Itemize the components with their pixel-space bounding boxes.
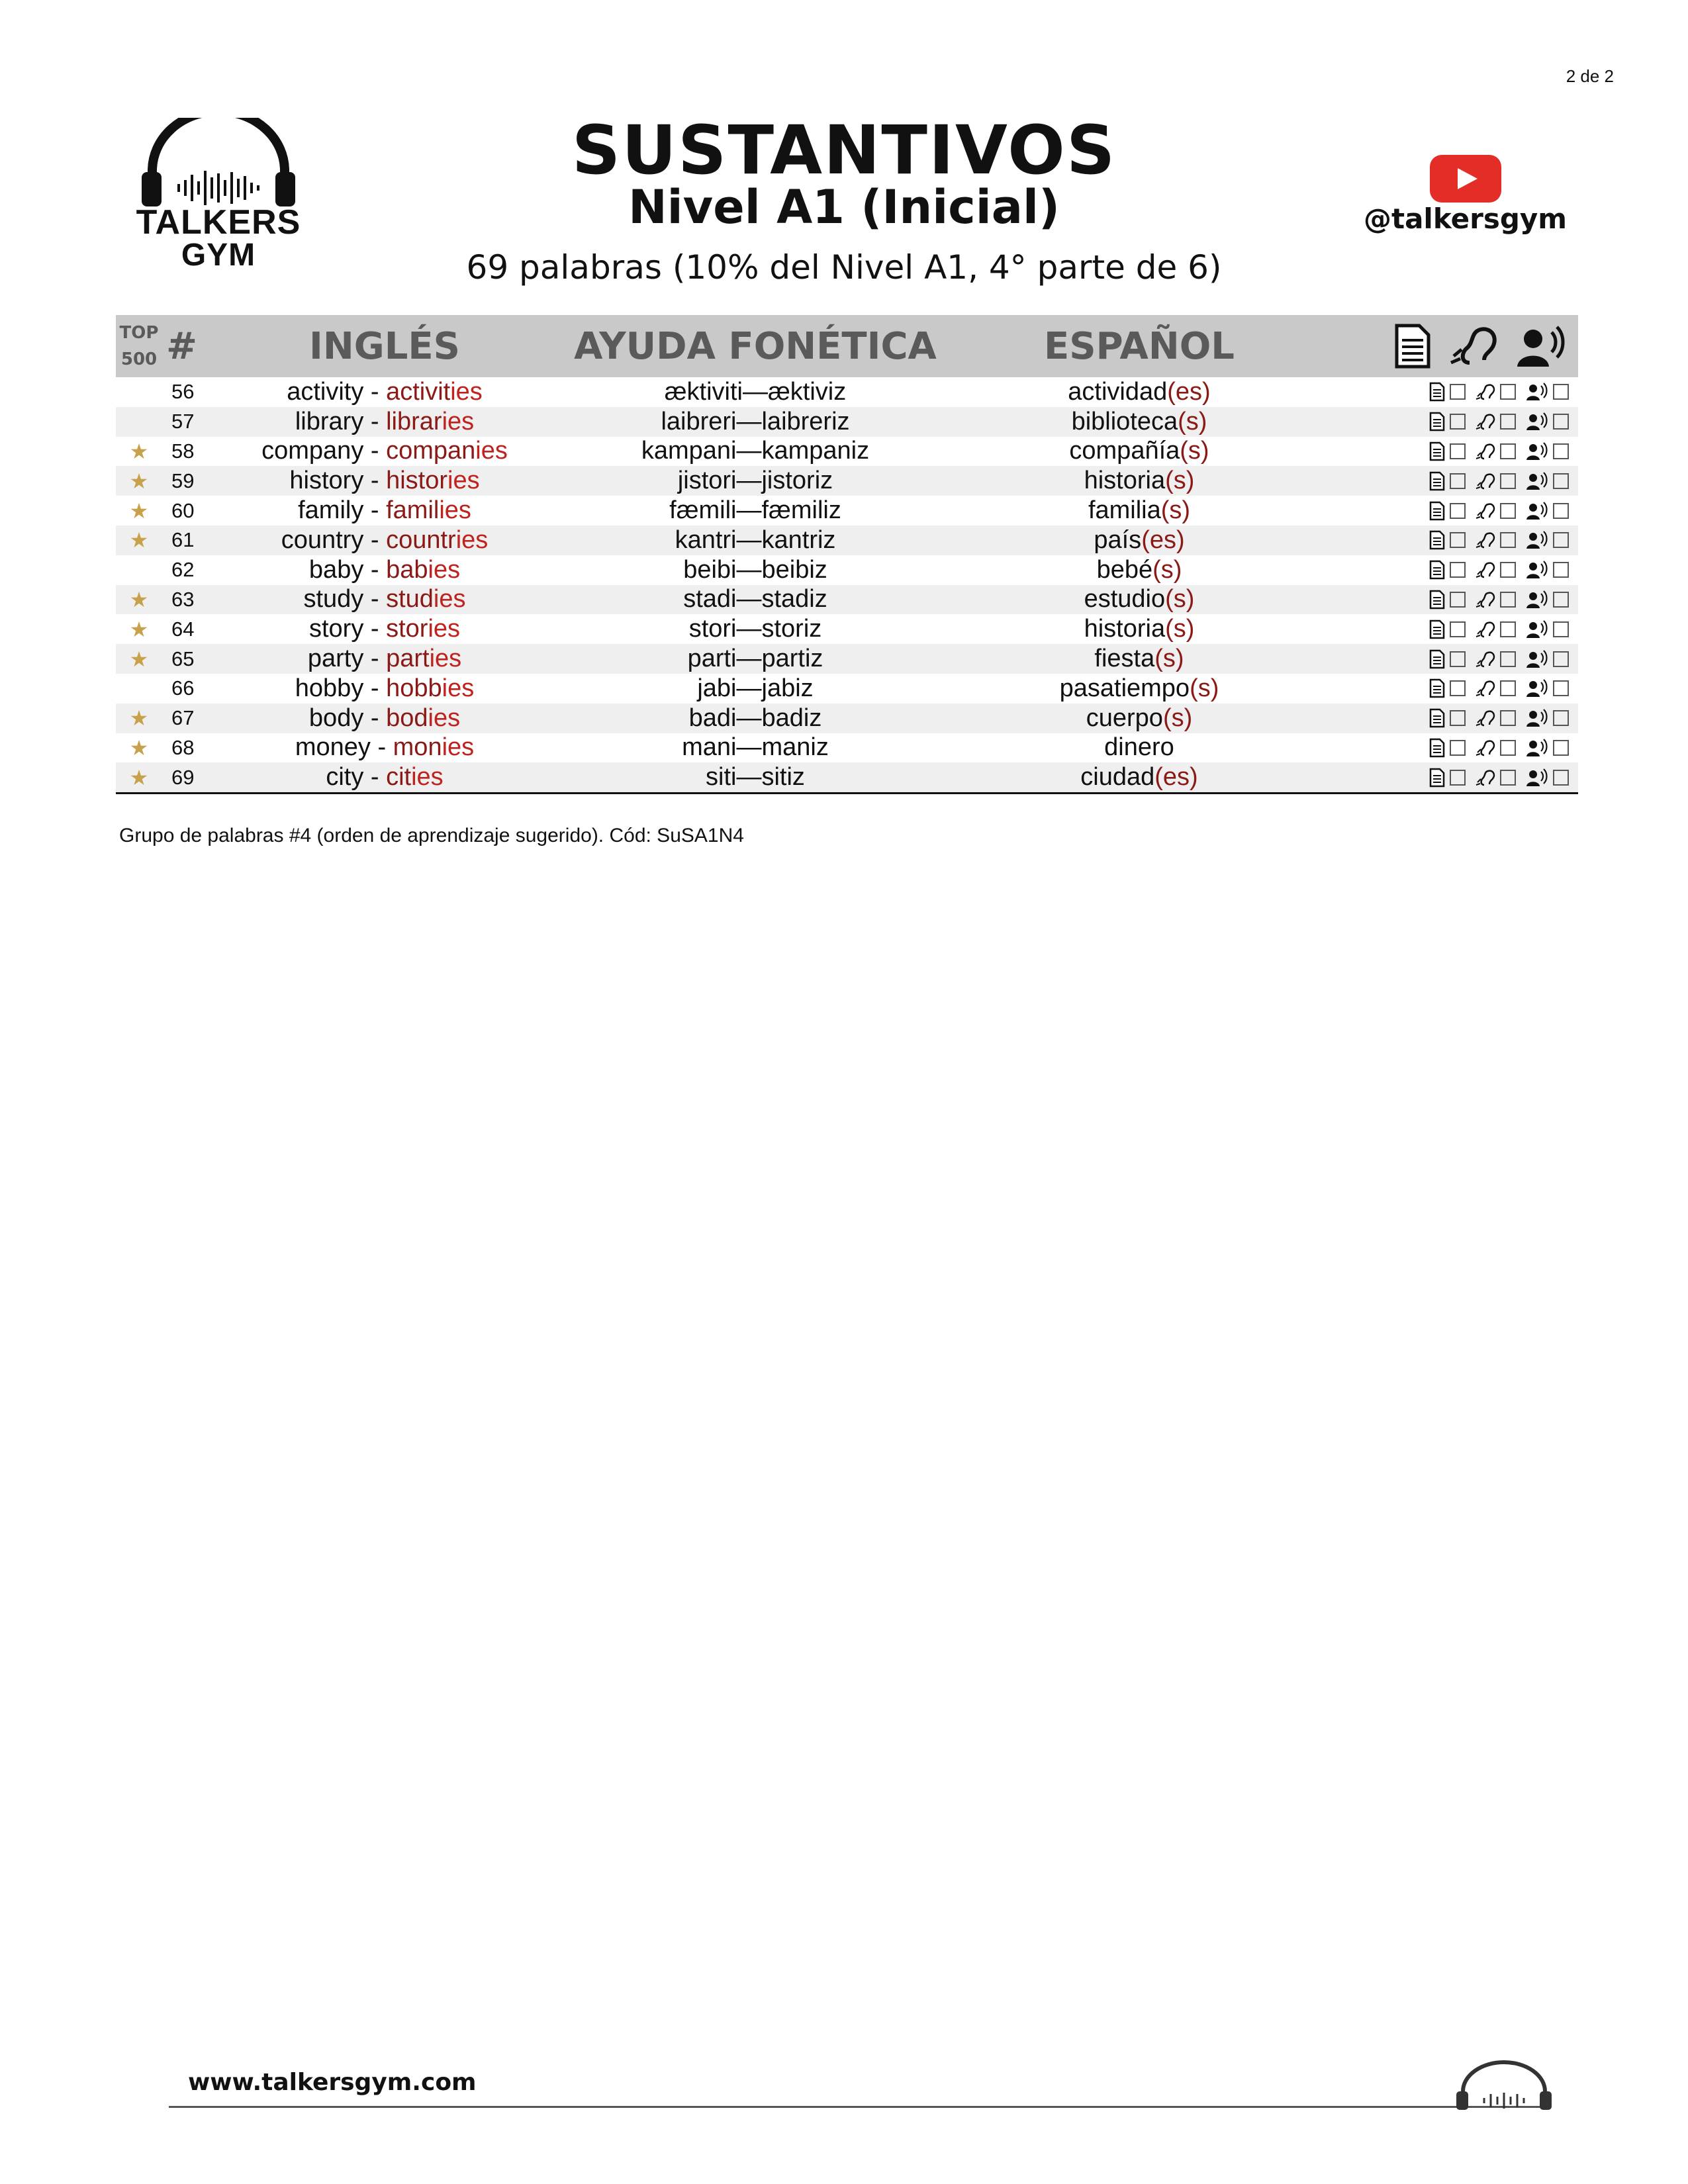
speaker-icon: [1525, 530, 1549, 550]
top500-star-icon: [116, 407, 162, 437]
read-checkbox[interactable]: [1450, 443, 1466, 459]
table-row: [116, 644, 1578, 674]
top500-star-icon: ★: [129, 439, 149, 463]
speak-checkbox[interactable]: [1553, 740, 1569, 756]
phonetic-help: siti—sitiz: [557, 762, 954, 793]
table-row: [116, 377, 1578, 407]
speaker-icon: [1525, 382, 1549, 402]
word-number: 57: [162, 407, 212, 437]
document-icon: [1429, 501, 1446, 521]
table-row: [116, 585, 1578, 615]
table-row: [116, 555, 1578, 585]
progress-checkboxes: [1325, 555, 1578, 585]
speaker-icon: [1525, 649, 1549, 669]
listen-checkbox[interactable]: [1500, 414, 1516, 430]
progress-checkboxes: [1325, 525, 1578, 555]
english-singular: study -: [303, 585, 387, 614]
top500-star-icon: ★: [129, 617, 149, 641]
word-number: 68: [171, 735, 195, 759]
footer-website-link[interactable]: www.talkersgym.com: [188, 2069, 477, 2096]
progress-checkboxes: [1325, 466, 1578, 496]
speak-checkbox[interactable]: [1553, 443, 1569, 459]
speaker-icon: [1525, 708, 1549, 728]
table-row: [116, 762, 1578, 793]
word-number: 63: [162, 585, 212, 615]
progress-checkboxes: [1325, 407, 1578, 437]
spanish-word: [954, 525, 1325, 555]
english-plural-stem: bab: [386, 555, 428, 584]
word-number: 67: [162, 704, 212, 733]
header-english: INGLÉS: [212, 315, 557, 377]
speak-checkbox[interactable]: [1553, 384, 1569, 400]
spanish-plural-suffix: (es): [1141, 525, 1185, 554]
speaker-icon: [1525, 619, 1549, 639]
phonetic-help: parti—partiz: [557, 644, 954, 674]
english-word: [212, 437, 557, 467]
english-plural-ending: ies: [428, 704, 461, 732]
english-singular: story -: [308, 615, 387, 643]
page-subtitle: Nivel A1 (Inicial): [628, 180, 1060, 234]
english-plural-ending: ies: [439, 496, 471, 525]
listen-checkbox[interactable]: [1500, 503, 1516, 519]
document-icon: [1429, 441, 1446, 461]
page-number: 2 de 2: [1566, 66, 1614, 86]
listen-checkbox[interactable]: [1500, 562, 1516, 578]
speak-checkbox[interactable]: [1553, 532, 1569, 548]
english-singular: party -: [307, 645, 387, 673]
english-word: [212, 704, 557, 733]
table-row: [116, 466, 1578, 496]
ear-icon: [1475, 382, 1496, 402]
table-row: [116, 407, 1578, 437]
page-title: SUSTANTIVOS: [571, 111, 1117, 190]
english-plural-stem: stud: [386, 585, 434, 614]
spanish-word: [954, 585, 1325, 615]
speaker-icon: [1525, 768, 1549, 788]
document-icon: [1393, 323, 1432, 369]
header-phonetic: AYUDA FONÉTICA: [557, 315, 954, 377]
spanish-singular: cuerpo: [1086, 704, 1163, 732]
document-icon: [1429, 560, 1446, 580]
speak-checkbox[interactable]: [1553, 770, 1569, 786]
listen-checkbox[interactable]: [1500, 710, 1516, 726]
ear-icon: [1475, 441, 1496, 461]
listen-checkbox[interactable]: [1500, 621, 1516, 637]
phonetic-help: jabi—jabiz: [697, 674, 814, 702]
english-word: [212, 407, 557, 437]
english-singular: history -: [289, 467, 387, 495]
read-checkbox[interactable]: [1450, 562, 1466, 578]
logo-line-1: TALKERS: [136, 203, 301, 242]
speak-checkbox[interactable]: [1553, 651, 1569, 667]
header-top-label: TOP: [119, 323, 159, 343]
ear-icon: [1475, 649, 1496, 669]
phonetic-help: stadi—stadiz: [557, 585, 954, 615]
header-top500: [116, 315, 162, 377]
word-number: 66: [171, 676, 195, 700]
english-plural-ending: ies: [475, 437, 508, 465]
english-plural-ending: ies: [442, 407, 475, 435]
english-singular: activity -: [287, 377, 387, 406]
spanish-singular: historia: [1084, 467, 1166, 495]
english-word: [212, 525, 557, 555]
phonetic-help: mani—maniz: [682, 733, 829, 762]
document-icon: [1429, 649, 1446, 669]
top500-star-icon: [116, 555, 162, 585]
spanish-word: [954, 437, 1325, 467]
english-singular: body -: [308, 704, 387, 732]
english-plural-stem: famil: [386, 496, 440, 525]
top500-star-icon: ★: [116, 644, 162, 674]
document-icon: [1429, 738, 1446, 758]
speak-checkbox[interactable]: [1553, 680, 1569, 696]
spanish-plural-suffix: (es): [1167, 377, 1211, 406]
phonetic-help: kantri—kantriz: [557, 525, 954, 555]
ear-icon: [1475, 768, 1496, 788]
english-plural-stem: activit: [386, 377, 451, 406]
listen-checkbox[interactable]: [1500, 473, 1516, 489]
spanish-word: [954, 496, 1325, 525]
english-plural-ending: ies: [442, 733, 475, 762]
english-word: [212, 674, 557, 704]
spanish-word: [954, 555, 1325, 585]
spanish-plural-suffix: (s): [1162, 704, 1193, 732]
document-icon: [1429, 678, 1446, 698]
speak-checkbox[interactable]: [1553, 621, 1569, 637]
spanish-singular: compañía: [1069, 437, 1180, 465]
english-plural-stem: histor: [386, 467, 448, 495]
phonetic-help: beibi—beibiz: [683, 555, 827, 584]
speak-checkbox[interactable]: [1553, 473, 1569, 489]
ear-icon: [1475, 530, 1496, 550]
spanish-singular: fiesta: [1094, 645, 1155, 673]
top500-star-icon: ★: [129, 498, 149, 523]
spanish-word: [954, 674, 1325, 704]
listen-checkbox[interactable]: [1500, 740, 1516, 756]
progress-checkboxes: [1325, 644, 1578, 674]
speak-checkbox[interactable]: [1553, 562, 1569, 578]
word-number: 65: [162, 644, 212, 674]
spanish-word: [954, 733, 1325, 763]
listen-checkbox[interactable]: [1500, 680, 1516, 696]
listen-checkbox[interactable]: [1500, 532, 1516, 548]
table-row: [116, 674, 1578, 704]
progress-checkboxes: [1325, 377, 1578, 407]
listen-checkbox[interactable]: [1500, 443, 1516, 459]
word-number: 62: [171, 558, 195, 582]
top500-star-icon: ★: [116, 525, 162, 555]
table-row: [116, 733, 1578, 763]
english-plural-ending: ies: [447, 467, 480, 495]
spanish-singular: bebé: [1096, 555, 1153, 584]
spanish-word: [954, 704, 1325, 733]
word-number: 58: [171, 439, 195, 463]
english-plural-stem: part: [386, 645, 430, 673]
speaker-icon: [1525, 471, 1549, 491]
spanish-plural-suffix: (s): [1160, 496, 1191, 525]
top500-star-icon: [116, 674, 162, 704]
top500-star-icon: ★: [116, 585, 162, 615]
english-word: [212, 585, 557, 615]
top500-star-icon: ★: [129, 735, 149, 760]
document-icon: [1429, 619, 1446, 639]
table-row: [116, 614, 1578, 644]
table-row: [116, 704, 1578, 733]
header-icons: [1325, 315, 1578, 377]
read-checkbox[interactable]: [1450, 740, 1466, 756]
speak-checkbox[interactable]: [1553, 592, 1569, 608]
spanish-singular: estudio: [1084, 585, 1166, 614]
spanish-word: [954, 466, 1325, 496]
progress-checkboxes: [1325, 674, 1578, 704]
spanish-word: [954, 762, 1325, 793]
channel-handle[interactable]: @talkersgym: [1364, 203, 1568, 235]
english-plural-stem: bod: [386, 704, 428, 732]
spanish-plural-suffix: (s): [1165, 615, 1195, 643]
vocabulary-table: [116, 315, 1578, 794]
english-singular: baby -: [308, 555, 387, 584]
document-icon: [1429, 471, 1446, 491]
ear-icon: [1475, 471, 1496, 491]
english-plural-stem: cit: [386, 763, 412, 792]
document-icon: [1429, 708, 1446, 728]
english-word: [212, 733, 557, 763]
ear-icon: [1475, 738, 1496, 758]
spanish-plural-suffix: (s): [1165, 585, 1195, 614]
english-singular: family -: [298, 496, 387, 525]
listen-checkbox[interactable]: [1500, 651, 1516, 667]
read-checkbox[interactable]: [1450, 710, 1466, 726]
english-plural-ending: ies: [428, 555, 461, 584]
spanish-singular: actividad: [1068, 377, 1168, 406]
ear-icon: [1475, 412, 1496, 432]
ear-icon: [1475, 560, 1496, 580]
listen-checkbox[interactable]: [1500, 592, 1516, 608]
spanish-singular: país: [1094, 525, 1142, 554]
spanish-singular: biblioteca: [1071, 407, 1178, 435]
headphones-icon: [1451, 2060, 1557, 2111]
spanish-plural-suffix: (s): [1180, 437, 1209, 465]
speaker-icon: [1525, 738, 1549, 758]
progress-checkboxes: [1325, 704, 1578, 733]
header-number: #: [162, 315, 212, 377]
top500-star-icon: [116, 377, 162, 407]
word-number: 61: [162, 525, 212, 555]
english-plural-stem: countr: [386, 525, 456, 554]
ear-icon: [1447, 323, 1500, 369]
group-note: Grupo de palabras #4 (orden de aprendizaje sugerido). Cód: SuSA1N4: [119, 825, 744, 846]
top500-star-icon: ★: [116, 704, 162, 733]
read-checkbox[interactable]: [1450, 532, 1466, 548]
english-plural-ending: ies: [429, 645, 462, 673]
english-word: [212, 614, 557, 644]
spanish-word: [954, 644, 1325, 674]
read-checkbox[interactable]: [1450, 621, 1466, 637]
spanish-plural-suffix: (s): [1154, 645, 1184, 673]
ear-icon: [1475, 590, 1496, 610]
english-word: [212, 555, 557, 585]
header-500-label: 500: [120, 349, 158, 369]
english-plural-stem: stor: [386, 615, 428, 643]
ear-icon: [1475, 501, 1496, 521]
speak-checkbox[interactable]: [1553, 414, 1569, 430]
english-plural-ending: ies: [450, 377, 483, 406]
phonetic-help: kampani—kampaniz: [641, 437, 870, 465]
read-checkbox[interactable]: [1450, 770, 1466, 786]
english-word: [212, 377, 557, 407]
ear-icon: [1475, 708, 1496, 728]
spanish-plural-suffix: (s): [1165, 467, 1195, 495]
phonetic-help: stori—storiz: [688, 615, 822, 643]
english-word: [212, 762, 557, 793]
document-icon: [1429, 412, 1446, 432]
english-plural-stem: hobb: [386, 674, 442, 702]
english-singular: hobby -: [295, 674, 387, 702]
phonetic-help: badi—badiz: [557, 704, 954, 733]
english-word: [212, 644, 557, 674]
listen-checkbox[interactable]: [1500, 770, 1516, 786]
spanish-plural-suffix: (es): [1154, 763, 1198, 792]
spanish-plural-suffix: (s): [1152, 555, 1182, 584]
speaker-icon: [1525, 412, 1549, 432]
speak-checkbox[interactable]: [1553, 503, 1569, 519]
spanish-singular: historia: [1084, 615, 1166, 643]
read-checkbox[interactable]: [1450, 473, 1466, 489]
progress-checkboxes: [1325, 733, 1578, 763]
read-checkbox[interactable]: [1450, 680, 1466, 696]
phonetic-help: jistori—jistoriz: [557, 466, 954, 496]
table-row: [116, 437, 1578, 467]
phonetic-help: laibreri—laibreriz: [557, 407, 954, 437]
spanish-singular: ciudad: [1080, 763, 1155, 792]
spanish-plural-suffix: (s): [1178, 407, 1207, 435]
spanish-singular: familia: [1088, 496, 1161, 525]
ear-icon: [1475, 678, 1496, 698]
spanish-singular: dinero: [1104, 733, 1174, 762]
word-number: 59: [162, 466, 212, 496]
spanish-plural-suffix: (s): [1190, 674, 1219, 702]
read-checkbox[interactable]: [1450, 592, 1466, 608]
read-checkbox[interactable]: [1450, 651, 1466, 667]
read-checkbox[interactable]: [1450, 384, 1466, 400]
document-icon: [1429, 768, 1446, 788]
phonetic-help: fæmili—fæmiliz: [669, 496, 841, 525]
read-checkbox[interactable]: [1450, 503, 1466, 519]
english-plural-ending: ies: [442, 674, 475, 702]
english-plural-ending: ies: [411, 763, 444, 792]
header-spanish: ESPAÑOL: [954, 315, 1325, 377]
word-count-summary: 69 palabras (10% del Nivel A1, 4° parte de 6): [466, 248, 1222, 287]
english-plural-ending: ies: [455, 525, 489, 554]
spanish-word: [954, 407, 1325, 437]
english-singular: company -: [261, 437, 387, 465]
word-number: 64: [171, 617, 195, 641]
progress-checkboxes: [1325, 496, 1578, 525]
spanish-singular: pasatiempo: [1059, 674, 1190, 702]
ear-icon: [1475, 619, 1496, 639]
english-plural-stem: mon: [393, 733, 442, 762]
table-header-row: [116, 315, 1578, 377]
logo-line-2: GYM: [181, 238, 256, 273]
listen-checkbox[interactable]: [1500, 384, 1516, 400]
speaker-icon: [1525, 560, 1549, 580]
read-checkbox[interactable]: [1450, 414, 1466, 430]
speaker-icon: [1525, 590, 1549, 610]
word-number: 60: [171, 498, 195, 522]
table-row: [116, 496, 1578, 525]
document-icon: [1429, 590, 1446, 610]
speak-checkbox[interactable]: [1553, 710, 1569, 726]
english-singular: library -: [295, 407, 387, 435]
speaker-icon: [1525, 678, 1549, 698]
speaker-icon: [1525, 441, 1549, 461]
english-singular: country -: [281, 525, 387, 554]
english-word: [212, 496, 557, 525]
top500-star-icon: ★: [116, 466, 162, 496]
document-icon: [1429, 530, 1446, 550]
english-plural-stem: librar: [386, 407, 442, 435]
progress-checkboxes: [1325, 437, 1578, 467]
word-number: 56: [171, 380, 195, 404]
progress-checkboxes: [1325, 585, 1578, 615]
english-word: [212, 466, 557, 496]
spanish-word: [954, 377, 1325, 407]
spanish-word: [954, 614, 1325, 644]
word-number: 69: [162, 762, 212, 793]
english-plural-ending: ies: [428, 615, 461, 643]
footer-divider: [169, 2106, 1546, 2108]
table-row: [116, 525, 1578, 555]
speaker-icon: [1525, 501, 1549, 521]
phonetic-help: æktiviti—æktiviz: [664, 377, 847, 406]
english-plural-ending: ies: [433, 585, 466, 614]
top500-star-icon: ★: [116, 762, 162, 793]
english-plural-stem: compan: [386, 437, 476, 465]
speaker-icon: [1515, 323, 1569, 369]
youtube-icon[interactable]: [1429, 154, 1503, 204]
progress-checkboxes: [1325, 614, 1578, 644]
english-singular: money -: [295, 733, 393, 762]
english-singular: city -: [326, 763, 387, 792]
document-icon: [1429, 382, 1446, 402]
progress-checkboxes: [1325, 762, 1578, 793]
